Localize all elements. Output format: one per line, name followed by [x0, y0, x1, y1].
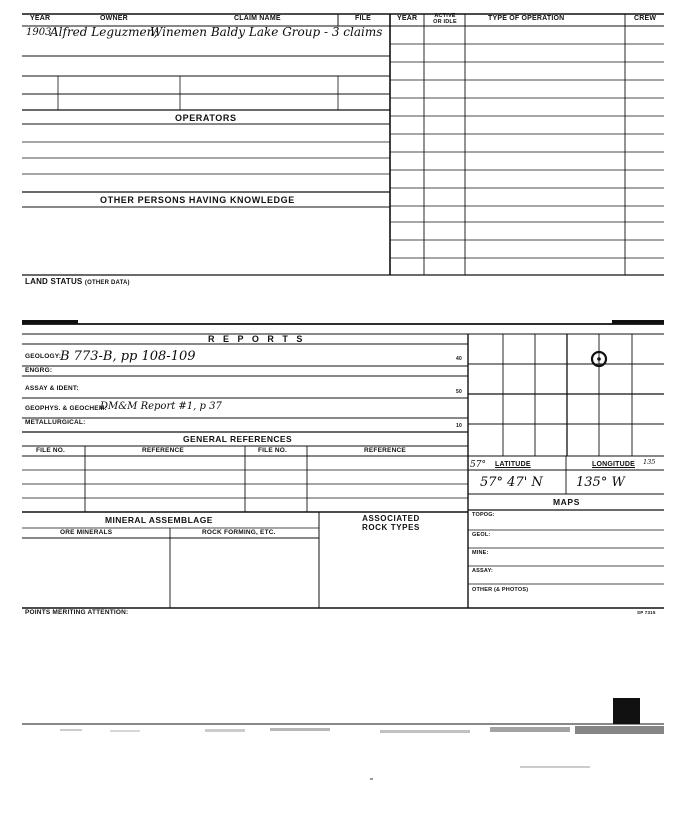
geophys-label: GEOPHYS. & GEOCHEM:	[25, 405, 107, 412]
maps-other: OTHER (& PHOTOS)	[472, 587, 529, 593]
header-owner: OWNER	[100, 15, 128, 22]
report-number-50: 50	[456, 389, 462, 395]
maps-assay: ASSAY:	[472, 568, 494, 574]
longitude-value: 135° W	[576, 475, 625, 490]
header-type-of-operation: TYPE OF OPERATION	[488, 15, 565, 22]
longitude-label: LONGITUDE	[592, 461, 636, 468]
section-mineral-assemblage: MINERAL ASSEMBLAGE	[105, 515, 213, 525]
header-year-right: YEAR	[397, 15, 418, 22]
engrg-label: ENGRG:	[25, 367, 53, 374]
section-reports: R E P O R T S	[208, 334, 306, 344]
section-general-references: GENERAL REFERENCES	[183, 434, 293, 444]
header-year: YEAR	[30, 15, 51, 22]
entry-year: 1903	[26, 27, 52, 38]
header-active-or-idle: ACTIVE OR IDLE	[433, 13, 457, 25]
longitude-prefix: 135	[643, 458, 656, 466]
maps-geol: GEOL:	[472, 532, 491, 538]
section-other-persons: OTHER PERSONS HAVING KNOWLEDGE	[100, 195, 295, 205]
form-code: SP 7315	[637, 610, 656, 615]
header-file: FILE	[355, 15, 371, 22]
ref-reference-2: REFERENCE	[364, 447, 406, 454]
metallurgical-label: METALLURGICAL:	[25, 419, 86, 426]
section-associated-rock-types: ASSOCIATED ROCK TYPES	[361, 514, 420, 532]
section-land-status: LAND STATUS (OTHER DATA)	[25, 277, 130, 286]
entry-owner: Alfred Leguzmen;	[50, 25, 159, 39]
latitude-value: 57° 47' N	[480, 475, 543, 490]
rock-forming-label: ROCK FORMING, ETC.	[202, 529, 276, 536]
geology-value: B 773-B, pp 108-109	[60, 349, 196, 364]
points-meriting-attention: POINTS MERITING ATTENTION:	[25, 609, 129, 616]
ref-file-no-1: FILE NO.	[36, 447, 66, 454]
header-crew: CREW	[634, 15, 657, 22]
latitude-label: LATITUDE	[495, 461, 531, 468]
maps-topog: TOPOG:	[472, 512, 495, 518]
maps-mine: MINE:	[472, 550, 489, 556]
header-claim-name: CLAIM NAME	[234, 15, 281, 22]
ref-file-no-2: FILE NO.	[258, 447, 288, 454]
section-operators: OPERATORS	[175, 113, 237, 123]
ore-minerals-label: ORE MINERALS	[60, 529, 113, 536]
report-number-10: 10	[456, 423, 462, 429]
maps-title: MAPS	[553, 497, 580, 507]
ref-reference-1: REFERENCE	[142, 447, 184, 454]
entry-claim: Winemen Baldy Lake Group - 3 claims	[150, 25, 383, 39]
geology-label: GEOLOGY:	[25, 353, 62, 360]
latitude-prefix: 57°	[470, 460, 486, 470]
assay-ident-label: ASSAY & IDENT:	[25, 385, 79, 392]
report-number-40: 40	[456, 356, 462, 362]
geophys-value: DM&M Report #1, p 37	[100, 401, 222, 412]
